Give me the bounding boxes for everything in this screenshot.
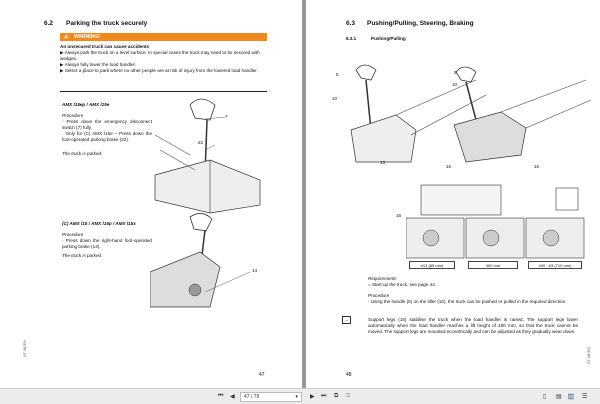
note-arrow-icon: → <box>342 316 351 324</box>
procedure-steps <box>62 119 152 143</box>
parked-text: The truck is parked. <box>62 151 103 156</box>
go-back-icon[interactable]: ⧉ <box>334 393 339 399</box>
side-code: 07.18 EN <box>586 347 591 364</box>
callout: 5 <box>454 70 457 75</box>
warning-label: WARNING! <box>74 34 100 40</box>
subsection-title: Pushing/Pulling <box>371 36 406 41</box>
callout: 5 <box>336 72 339 77</box>
procedure-steps <box>62 238 152 250</box>
warning-icon: ⚠ <box>64 34 69 40</box>
two-page-view-icon[interactable]: ◫ <box>568 394 574 400</box>
left-page <box>0 0 302 388</box>
step: · Press down the emergency disconnect switch (7) fully. <box>62 119 152 130</box>
warning-item: ▶ Select a place to park where no other people are at risk of injury from the lowered load handler. <box>60 68 258 73</box>
procedure-step: · Using the handle (5) on the tiller (10), the truck can be pushed or pulled in the required direction. <box>368 299 567 304</box>
section-title: Pushing/Pulling, Steering, Braking <box>367 20 474 27</box>
warning-banner <box>60 33 267 41</box>
callout: 10 <box>452 82 458 87</box>
warning-item: ▶ Always park the truck on a level surface. In special cases the truck may need to be secured with wedges. <box>60 50 260 61</box>
first-page-button[interactable]: ⏮ <box>218 393 224 399</box>
callout: 10 <box>332 96 338 101</box>
subsection-number: 6.3.1 <box>346 36 357 41</box>
callout-7: 7 <box>225 114 228 119</box>
requirements-label: Requirements <box>368 276 397 281</box>
viewer-toolbar <box>0 388 600 404</box>
divider <box>60 91 267 92</box>
callout-14: 14 <box>252 268 258 273</box>
last-page-button[interactable]: ⏭ <box>321 393 327 399</box>
side-code: 07.18 EN <box>22 340 27 357</box>
section-number: 6.3 <box>346 20 356 27</box>
step: · Only for (C) AMX l15e – Press down the foot-operated parking brake (22). <box>62 131 152 142</box>
note-text: Support legs (16) stabilise the truck when the load handler is raised. The support legs lower automatically when the load handler reaches a lift height of 400 mm, so that the truck cannot be moved. The support legs are mounted eccentrically and can be adjusted as they gradually wear down. <box>368 317 578 334</box>
continuous-view-icon[interactable]: ▤ <box>556 394 562 400</box>
model-heading: AMX l15ep / AMX l15e <box>62 102 110 107</box>
page-number: 47 <box>259 372 265 378</box>
previous-page-button[interactable]: ◀ <box>230 394 235 400</box>
height-label: 400 - h3 (710 mm) <box>528 261 582 269</box>
next-page-button[interactable]: ▶ <box>310 394 315 400</box>
callout-22: 22 <box>198 140 204 145</box>
callout: 16 <box>396 213 402 218</box>
height-label: 400 mm <box>468 261 518 269</box>
warning-item: ▶ Always fully lower the load handler. <box>60 62 137 67</box>
single-page-view-icon[interactable]: ▯ <box>543 394 547 400</box>
truck-illustration-1 <box>150 95 270 215</box>
callout: 16 <box>446 164 452 169</box>
section-number: 6.2 <box>44 20 54 27</box>
model-heading-2: (C) AMX l15 / AMX l15p / AMX l15x <box>62 221 136 226</box>
step: · Press down the right-hand foot-operated parking brake (14). <box>62 238 152 249</box>
truck-illustration-2 <box>150 212 270 312</box>
section-title: Parking the truck securely <box>66 20 148 27</box>
two-page-continuous-view-icon[interactable]: ☰ <box>582 394 588 400</box>
parked-text: The truck is parked. <box>62 253 103 258</box>
callout: 16 <box>534 164 540 169</box>
warning-title: An unsecured truck can cause accidents <box>60 44 150 49</box>
requirement: = Start up the truck, see page 44. <box>368 282 437 287</box>
callout: 13 <box>380 160 386 165</box>
go-forward-icon[interactable]: ⧉ <box>346 393 351 399</box>
warning-list <box>60 50 267 74</box>
procedure-label: Procedure <box>62 232 84 237</box>
right-page <box>306 0 600 388</box>
dropdown-icon: ▾ <box>295 394 298 400</box>
truck-push-illustration <box>336 50 596 170</box>
page-number: 48 <box>346 372 352 378</box>
height-label: h13 (85 mm) <box>409 261 455 269</box>
procedure-label: Procedure <box>368 293 390 298</box>
page-selector[interactable]: 47 / 79 ▾ <box>240 392 302 402</box>
support-leg-diagram <box>406 180 586 260</box>
procedure-label: Procedure <box>62 113 84 118</box>
